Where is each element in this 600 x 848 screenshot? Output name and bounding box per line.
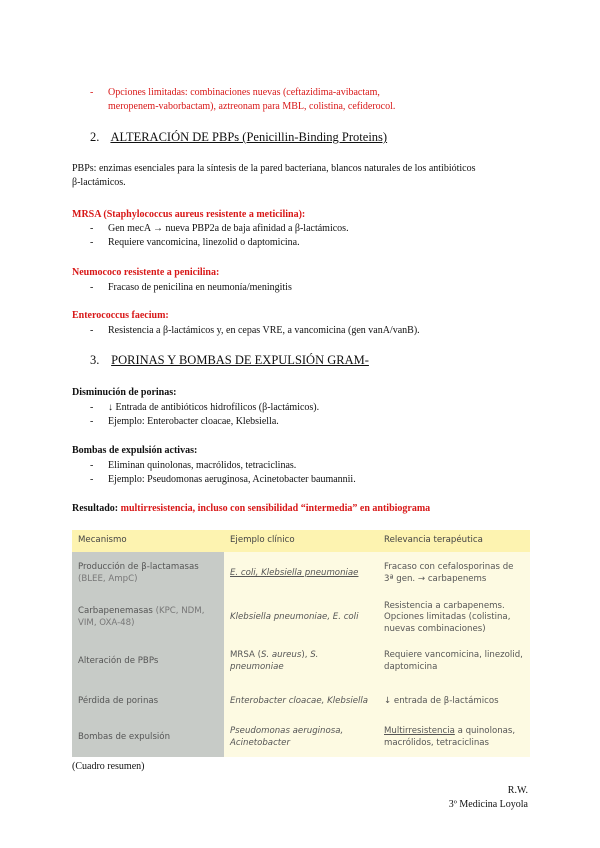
cell-relevance	[378, 719, 530, 757]
cell-example	[224, 552, 378, 596]
table-header-row	[72, 530, 530, 552]
dash-bullet: -	[90, 474, 94, 485]
cell-text: nuevas combinaciones)	[384, 623, 486, 634]
paragraph	[72, 162, 532, 190]
list-item-text: Resistencia a β-lactámicos y, en cepas VRE, a vancomicina (gen vanA/vanB).	[108, 325, 420, 336]
list-item	[90, 415, 510, 429]
table-row	[72, 684, 530, 719]
cell-text: Enterobacter cloacae, Klebsiella	[230, 695, 369, 706]
table-row	[72, 596, 530, 640]
section-heading	[90, 352, 369, 370]
cell-text: ),	[301, 650, 311, 661]
cell-subtext: (BLEE, AmpC)	[78, 574, 138, 584]
subheading-bombas: Bombas de expulsión activas:	[72, 445, 198, 456]
footer-author: R.W.	[507, 785, 528, 796]
column-header: Relevancia terapéutica	[378, 530, 530, 552]
subheading-enterococcus: Enterococcus faecium:	[72, 310, 169, 321]
list-item-text: Ejemplo: Pseudomonas aeruginosa, Acinetobacter baumannii.	[108, 474, 356, 485]
cell-text: Producción de β-lactamasas	[78, 562, 199, 573]
footer-course: 3º Medicina Loyola	[448, 799, 528, 810]
dash-bullet: -	[90, 87, 94, 98]
dash-bullet: -	[90, 416, 94, 427]
paragraph-line: β-lactámicos.	[72, 177, 126, 188]
dash-bullet: -	[90, 325, 94, 336]
cell-text: a quinolonas,	[454, 726, 516, 737]
dash-bullet: -	[90, 223, 94, 234]
dash-bullet: -	[90, 402, 94, 413]
cell-mechanism	[72, 719, 224, 757]
section-number: 3.	[90, 353, 100, 367]
cell-text: Pérdida de porinas	[78, 695, 159, 706]
list-item	[90, 222, 510, 236]
cell-text: ↓ entrada de β-lactámicos	[384, 695, 499, 706]
list-item-text: Eliminan quinolonas, macrólidos, tetraciclinas.	[108, 460, 297, 471]
section-title: PORINAS Y BOMBAS DE EXPULSIÓN GRAM-	[111, 353, 369, 367]
cell-text-italic: S. pneumoniae	[230, 650, 319, 672]
list-item-text: Fracaso de penicilina en neumonía/meningitis	[108, 282, 292, 293]
cell-text: Resistencia a carbapenems.	[384, 600, 505, 611]
table-caption: (Cuadro resumen)	[72, 761, 145, 772]
cell-text: Pseudomonas aeruginosa,	[230, 726, 344, 737]
cell-subtext: (KPC, NDM, VIM, OXA-48)	[78, 606, 205, 628]
cell-text: E. coli, Klebsiella pneumoniae	[230, 568, 359, 579]
cell-example	[224, 596, 378, 640]
cell-text: Fracaso con cefalosporinas de	[384, 562, 514, 573]
cell-mechanism	[72, 640, 224, 684]
cell-mechanism	[72, 596, 224, 640]
list-item	[90, 86, 510, 116]
list-item	[90, 281, 510, 295]
cell-text: Klebsiella pneumoniae, E. coli	[230, 612, 359, 623]
cell-mechanism	[72, 684, 224, 719]
list-item-text: Ejemplo: Enterobacter cloacae, Klebsiella.	[108, 416, 279, 427]
subheading-neumococo: Neumococo resistente a penicilina:	[72, 267, 220, 278]
dash-bullet: -	[90, 237, 94, 248]
list-item	[90, 236, 510, 250]
cell-example	[224, 640, 378, 684]
subheading-porinas: Disminución de porinas:	[72, 387, 177, 398]
cell-mechanism	[72, 552, 224, 596]
column-header: Mecanismo	[72, 530, 224, 552]
cell-text: Opciones limitadas (colistina,	[384, 612, 511, 623]
list-item-text: Requiere vancomicina, linezolid o daptomicina.	[108, 237, 300, 248]
cell-relevance	[378, 684, 530, 719]
cell-text: macrólidos, tetraciclinas	[384, 738, 490, 748]
cell-relevance	[378, 552, 530, 596]
cell-relevance	[378, 640, 530, 684]
table-row	[72, 719, 530, 757]
cell-relevance	[378, 596, 530, 640]
section-number: 2.	[90, 130, 100, 144]
result-text: multirresistencia, incluso con sensibilidad “intermedia” en antibiograma	[120, 503, 431, 514]
cell-text: Carbapenemasas	[78, 606, 153, 617]
cell-example	[224, 719, 378, 757]
subheading-mrsa: MRSA (Staphylococcus aureus resistente a meticilina):	[72, 209, 306, 220]
table-row	[72, 552, 530, 596]
cell-text: Requiere vancomicina, linezolid,	[384, 650, 523, 661]
section-heading	[90, 129, 387, 147]
cell-text: MRSA (	[230, 650, 261, 661]
dash-bullet: -	[90, 460, 94, 471]
result-label: Resultado:	[72, 503, 119, 514]
section-title: ALTERACIÓN DE PBPs (Penicillin-Binding Proteins)	[110, 130, 388, 144]
list-item-text: Opciones limitadas: combinaciones nuevas (ceftazidima-avibactam,	[108, 87, 380, 98]
list-item-text: Gen mecA → nueva PBP2a de baja afinidad a β-lactámicos.	[108, 223, 349, 234]
list-item	[90, 324, 510, 338]
list-item	[90, 473, 510, 487]
cell-text: Bombas de expulsión	[78, 732, 171, 743]
paragraph-line: PBPs: enzimas esenciales para la síntesis de la pared bacteriana, blancos naturales de los antibióticos	[72, 163, 476, 174]
list-item-text: meropenem-vaborbactam), aztreonam para MBL, colistina, cefiderocol.	[108, 101, 396, 112]
list-item	[90, 401, 510, 415]
cell-text-italic: S. aureus	[260, 650, 302, 661]
result-line	[72, 502, 430, 516]
cell-text: Acinetobacter	[230, 738, 290, 748]
cell-text: daptomicina	[384, 662, 438, 672]
cell-example	[224, 684, 378, 719]
summary-table	[72, 530, 530, 757]
list-item	[90, 459, 510, 473]
cell-text: 3ª gen. → carbapenems	[384, 574, 487, 584]
table-row	[72, 640, 530, 684]
cell-text: Alteración de PBPs	[78, 656, 159, 667]
cell-text: Multirresistencia	[384, 726, 455, 737]
dash-bullet: -	[90, 282, 94, 293]
list-item-text: ↓ Entrada de antibióticos hidrofílicos (β-lactámicos).	[108, 402, 320, 413]
column-header: Ejemplo clínico	[224, 530, 378, 552]
